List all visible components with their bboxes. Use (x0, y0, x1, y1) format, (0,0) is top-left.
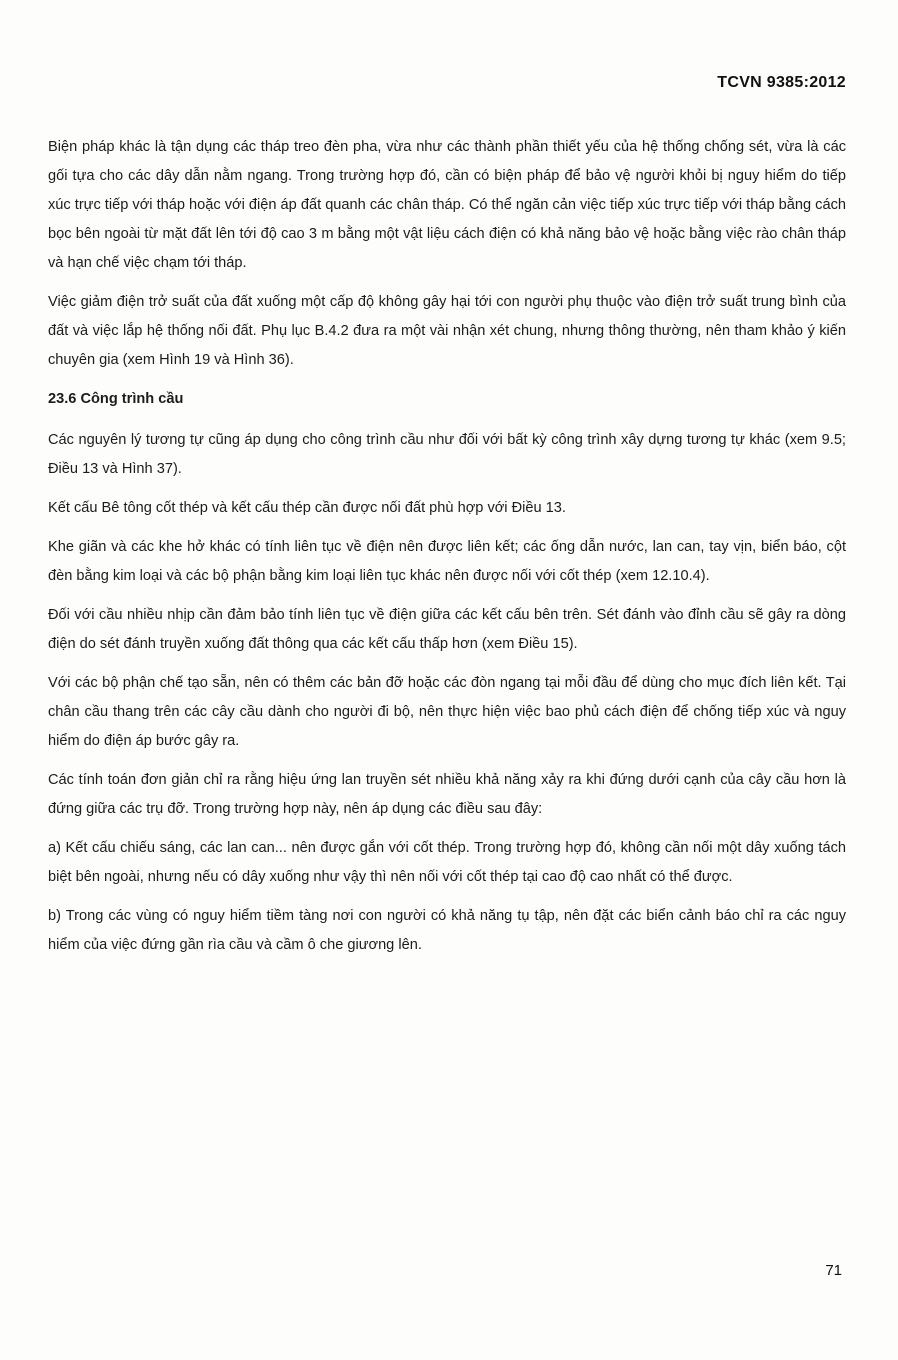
paragraph-soil-resistivity: Việc giảm điện trở suất của đất xuống một cấp độ không gây hại tới con người phụ thuộc vào điện trở suất trung bình của đất và việc lắp hệ thống nối đất. Phụ lục B.4.2 đưa ra một vài nhận xét chung, nhưng thông thường, nên tham khảo ý kiến chuyên gia (xem Hình 19 và Hình 36). (48, 294, 846, 368)
paragraph-expansion-joints: Khe giãn và các khe hở khác có tính liên tục về điện nên được liên kết; các ống dẫn nước, lan can, tay vịn, biển báo, cột đèn bằng kim loại và các bộ phận bằng kim loại liên tục khác nên được nối với cốt thép (xem 12.10.4). (48, 539, 846, 584)
document-body (48, 133, 846, 970)
section-heading: 23.6 Công trình cầu (48, 391, 184, 407)
paragraph-multi-span: Đối với cầu nhiều nhịp cần đảm bảo tính liên tục về điện giữa các kết cấu bên trên. Sét đánh vào đỉnh cầu sẽ gây ra dòng điện do sét đánh truyền xuống đất thông qua các kết cấu thấp hơn (xem Điều 15). (48, 607, 846, 652)
list-item-a: a) Kết cấu chiếu sáng, các lan can... nên được gắn với cốt thép. Trong trường hợp đó, không cần nối một dây xuống tách biệt bên ngoài, nhưng nếu có dây xuống như vậy thì nên nối với cốt thép tại cao độ cao nhất có thể được. (48, 840, 846, 885)
paragraph-floodlight-towers: Biện pháp khác là tận dụng các tháp treo đèn pha, vừa như các thành phần thiết yếu của hệ thống chống sét, vừa là các gối tựa cho các dây dẫn nằm ngang. Trong trường hợp đó, cần có biện pháp để bảo vệ người khỏi bị nguy hiểm do tiếp xúc trực tiếp với tháp hoặc với điện áp đất quanh các chân tháp. Có thể ngăn cản việc tiếp xúc trực tiếp với tháp bằng cách bọc bên ngoài từ mặt đất lên tới độ cao 3 m bằng một vật liệu cách điện có khả năng bảo vệ hoặc bằng việc rào chân tháp và hạn chế việc chạm tới tháp. (48, 139, 846, 271)
paragraph-reinforced-concrete: Kết cấu Bê tông cốt thép và kết cấu thép cần được nối đất phù hợp với Điều 13. (48, 500, 566, 516)
paragraph-bridge-principles: Các nguyên lý tương tự cũng áp dụng cho công trình cầu như đối với bất kỳ công trình xây dựng tương tự khác (xem 9.5; Điều 13 và Hình 37). (48, 432, 846, 477)
page-number: 71 (825, 1262, 842, 1279)
list-item-b: b) Trong các vùng có nguy hiểm tiềm tàng nơi con người có khả năng tụ tập, nên đặt các biển cảnh báo chỉ ra các nguy hiểm của việc đứng gần rìa cầu và cầm ô che giương lên. (48, 908, 846, 953)
paragraph-prefabricated: Với các bộ phận chế tạo sẵn, nên có thêm các bản đỡ hoặc các đòn ngang tại mỗi đầu để dùng cho mục đích liên kết. Tại chân cầu thang trên các cây cầu dành cho người đi bộ, nên thực hiện việc bao phủ cách điện để chống tiếp xúc và nguy hiểm do điện áp bước gây ra. (48, 675, 846, 749)
document-code: TCVN 9385:2012 (717, 74, 846, 91)
paragraph-calculations: Các tính toán đơn giản chỉ ra rằng hiệu ứng lan truyền sét nhiều khả năng xảy ra khi đứng dưới cạnh của cây cầu hơn là đứng giữa các trụ đỡ. Trong trường hợp này, nên áp dụng các điều sau đây: (48, 772, 846, 817)
